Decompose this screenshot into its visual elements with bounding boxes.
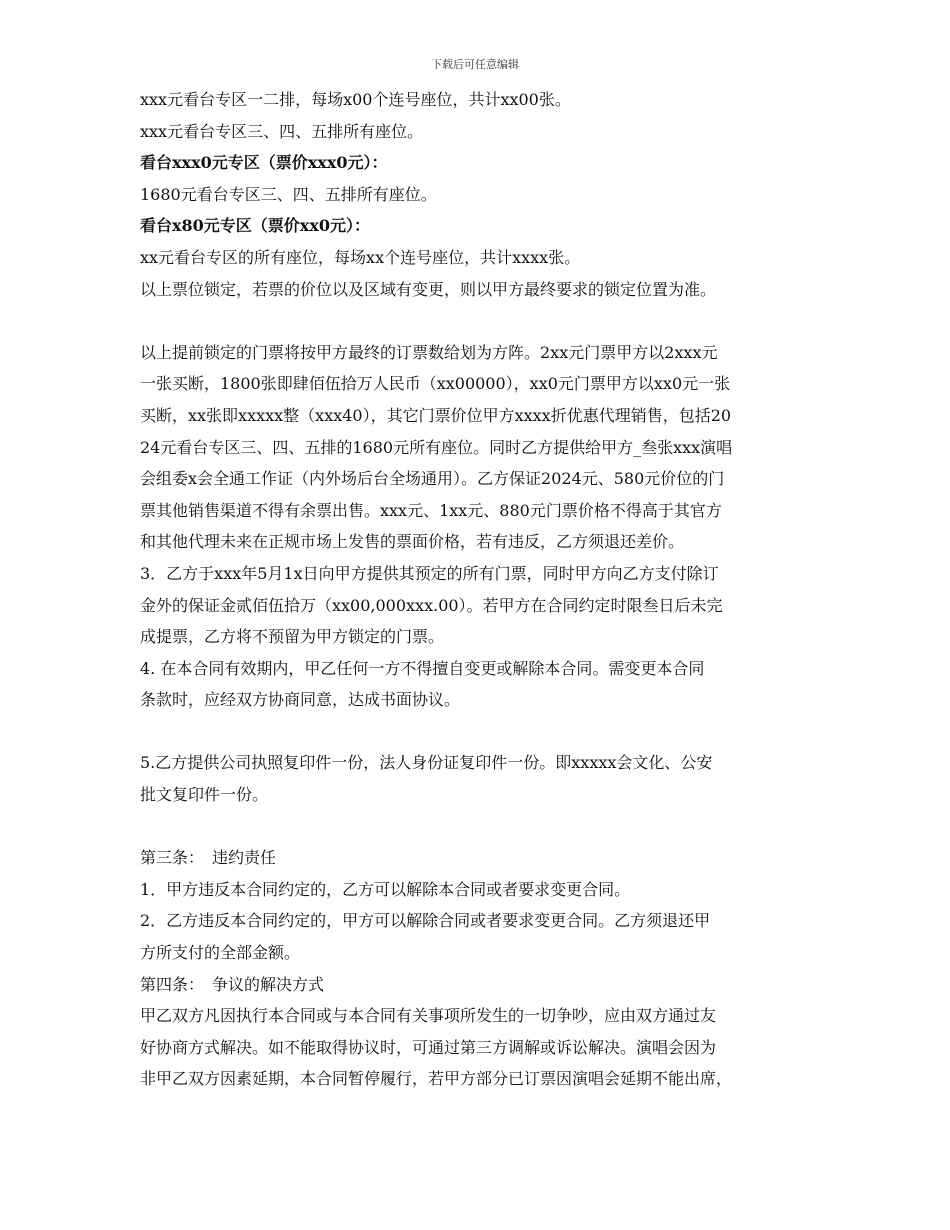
- text-line: 非甲乙双方因素延期，本合同暂停履行，若甲方部分已订票因演唱会延期不能出席，: [140, 1069, 733, 1089]
- text-line: 好协商方式解决。如不能取得协议时，可通过第三方调解或诉讼解决。演唱会因为: [140, 1037, 717, 1057]
- paragraph-gap: [140, 811, 830, 843]
- text-line: 2．乙方违反本合同约定的，甲方可以解除合同或者要求变更合同。乙方须退还甲: [140, 911, 711, 931]
- text-line: 买断，xx张即xxxxx整（xxx40），其它门票价位甲方xxxx折优惠代理销售，包括20: [140, 405, 732, 425]
- text-line: 和其他代理未来在正规市场上发售的票面价格，若有违反，乙方须退还差价。: [140, 532, 685, 552]
- section-heading: 看台xxx0元专区（票价xxx0元）：: [140, 153, 388, 173]
- text-line: 方所支付的全部金额。: [140, 943, 301, 963]
- text-line: 条款时，应经双方协商同意，达成书面协议。: [140, 690, 461, 710]
- text-line: 1．甲方违反本合同约定的，乙方可以解除本合同或者要求变更合同。: [140, 879, 631, 899]
- text-line: 甲乙双方凡因执行本合同或与本合同有关事项所发生的一切争吵，应由双方通过友: [140, 1006, 717, 1026]
- paragraph-gap: [140, 716, 830, 748]
- text-line: 第四条： 争议的解决方式: [140, 974, 325, 994]
- text-line: 第三条： 违约责任: [140, 848, 277, 868]
- paragraph-gap: [140, 305, 830, 337]
- text-line: 5.乙方提供公司执照复印件一份，法人身份证复印件一份。即xxxxx会文化、公安: [140, 753, 713, 773]
- text-line: 1680元看台专区三、四、五排所有座位。: [140, 184, 437, 204]
- text-line: 3．乙方于xxx年5月1x日向甲方提供其预定的所有门票，同时甲方向乙方支付除订: [140, 563, 719, 583]
- text-line: 票其他销售渠道不得有余票出售。xxx元、1xx元、880元门票价格不得高于其官方: [140, 500, 722, 520]
- document-body: [140, 84, 830, 1095]
- text-line: 成提票，乙方将不预留为甲方锁定的门票。: [140, 627, 445, 647]
- text-line: 会组委x会全通工作证（内外场后台全场通用）。乙方保证2024元、580元价位的门: [140, 469, 725, 489]
- text-line: xxx元看台专区三、四、五排所有座位。: [140, 121, 424, 141]
- text-line: 以上票位锁定，若票的价位以及区域有变更，则以甲方最终要求的锁定位置为准。: [140, 279, 717, 299]
- text-line: 金外的保证金贰佰伍拾万（xx00,000xxx.00）。若甲方在合同约定时限叁日后未完: [140, 595, 723, 615]
- text-line: xxx元看台专区一二排，每场x00个连号座位，共计xx00张。: [140, 90, 571, 109]
- text-line: 4. 在本合同有效期内，甲乙任何一方不得擅自变更或解除本合同。需变更本合同: [140, 658, 705, 678]
- section-heading: 看台x80元专区（票价xx0元）：: [140, 216, 371, 236]
- text-line: 一张买断，1800张即肆佰伍拾万人民币（xx00000），xx0元门票甲方以xx0元一张: [140, 374, 731, 394]
- text-line: xx元看台专区的所有座位，每场xx个连号座位，共计xxxx张。: [140, 247, 581, 267]
- page-header-note: 下载后可任意编辑: [431, 58, 519, 71]
- text-line: 以上提前锁定的门票将按甲方最终的订票数给划为方阵。2xx元门票甲方以2xxx元: [140, 342, 718, 362]
- text-line: 批文复印件一份。: [140, 785, 269, 805]
- text-line: 24元看台专区三、四、五排的1680元所有座位。同时乙方提供给甲方_叁张xxx演唱: [140, 437, 733, 457]
